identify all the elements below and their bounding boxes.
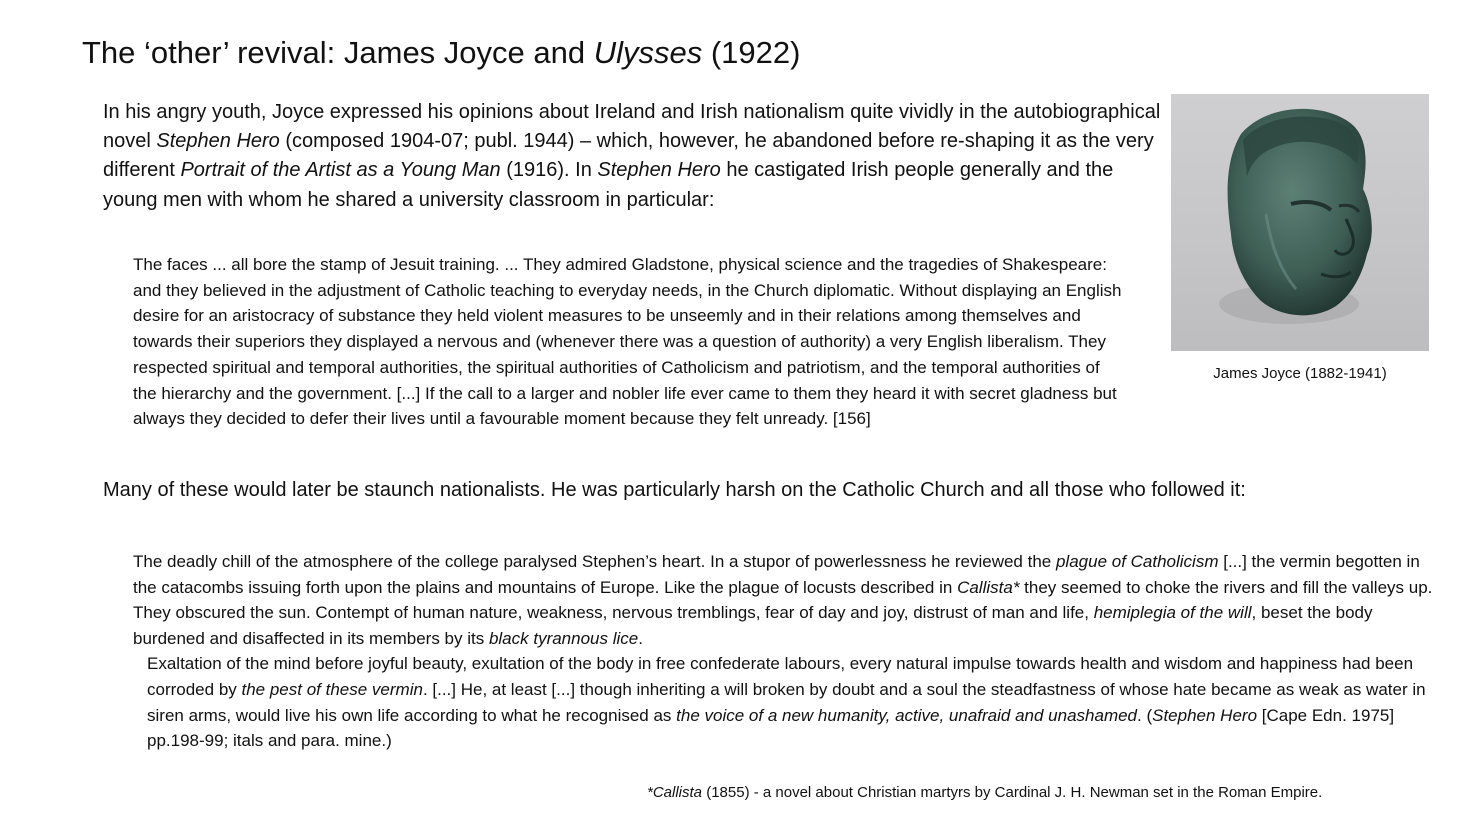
quote-italic: plague of Catholicism [1055,552,1219,571]
quote-text: . [638,628,643,648]
intro-italic: Portrait of the Artist as a Young Man [180,159,501,182]
intro-text: he castigated Irish people generally and the young men with whom he shared a university classroom in particular: [103,159,1114,211]
quote-text: Exaltation of the mind before joyful beauty, exultation of the body in free confederate labours, every natural impulse towards health and wisdom and happiness had been corroded by [147,654,1414,699]
quote-italic: the pest of these vermin [241,679,423,699]
quote-stephen-hero-1: The faces ... all bore the stamp of Jesuit training. ... They admired Gladstone, physical science and the tragedies of Shakespeare: and they believed in the adjustment of Catholic teaching to everyday needs, in the Church diplomatic. Without displaying an English desire for an aristocracy of substance they held violent measures to be unseemly and in their relations among themselves and towards their superiors they displayed a nervous and (whenever there was a question of authority) a very English liberalism. They respected spiritual and temporal authorities, the spiritual authorities of Catholicism and patriotism, and the temporal authorities of the hierarchy and the government. [...] If the call to a larger and nobler life ever came to them they heard it with secret gladness but always they decided to defer their lives until a favourable moment because they felt unready. [156] [133,255,1122,429]
quote-text: , beset the body burdened and disaffected in its members by its [133,603,1373,648]
quote-text: . ( [1137,705,1153,725]
slide-title [82,32,800,74]
quote-italic: the voice of a new humanity, active, unafraid and unashamed [676,705,1138,725]
intro-italic: Stephen Hero [597,159,721,182]
footnote [647,782,1447,804]
footnote-italic: *Callista [647,784,703,801]
quote-text: [...] the vermin begotten in the catacombs issuing forth upon the plains and mountains of Europe. Like the plague of locusts described in [133,552,1420,597]
title-text-end: (1922) [702,35,801,70]
intro-text: (1916). In [500,159,598,182]
title-text: The ‘other’ revival: James Joyce and [82,35,594,70]
quote2-paragraph-1 [133,549,1433,651]
middle-paragraph: Many of these would later be staunch nationalists. He was particularly harsh on the Catholic Church and all those who followed it: [103,479,1246,501]
quote-text: they seemed to choke the rivers and fill the valleys up. They obscured the sun. Contempt of human nature, weakness, nervous tremblings, fear of day and joy, distrust of man and life, [133,577,1433,623]
quote-italic: Callista* [957,577,1020,597]
joyce-portrait-image [1171,94,1429,351]
quote-text: The deadly chill of the atmosphere of the college paralysed Stephen’s heart. In a stupor of powerlessness he reviewed the [133,552,1056,571]
quote-italic: black tyrannous lice [488,628,639,648]
intro-text: (composed 1904-07; publ. 1944) – which, however, he abandoned before re-shaping it as the very different [103,130,1154,182]
intro-text: In his angry youth, Joyce expressed his opinions about Ireland and Irish nationalism quite vividly in the autobiographical novel [103,101,1161,153]
quote-text: [Cape Edn. 1975] pp.198-99; itals and para. mine.) [147,705,1395,751]
quote-text: . [...] He, at least [...] though inheriting a will broken by doubt and a soul the steadfastness of whose hate became as weak as water in siren arms, would live his own life according to what he recognised as [147,679,1426,725]
footnote-text: (1855) - a novel about Christian martyrs by Cardinal J. H. Newman set in the Roman Empire. [702,784,1323,801]
quote-stephen-hero-2 [133,549,1433,754]
quote-italic: Stephen Hero [1152,705,1258,725]
portrait-caption: James Joyce (1882-1941) [1213,365,1387,382]
bronze-mask-graphic [1171,94,1429,351]
quote-italic: hemiplegia of the will [1093,603,1252,623]
title-italic: Ulysses [593,35,703,70]
intro-paragraph [103,98,1163,215]
quote2-paragraph-2 [133,651,1433,753]
intro-italic: Stephen Hero [156,130,280,153]
